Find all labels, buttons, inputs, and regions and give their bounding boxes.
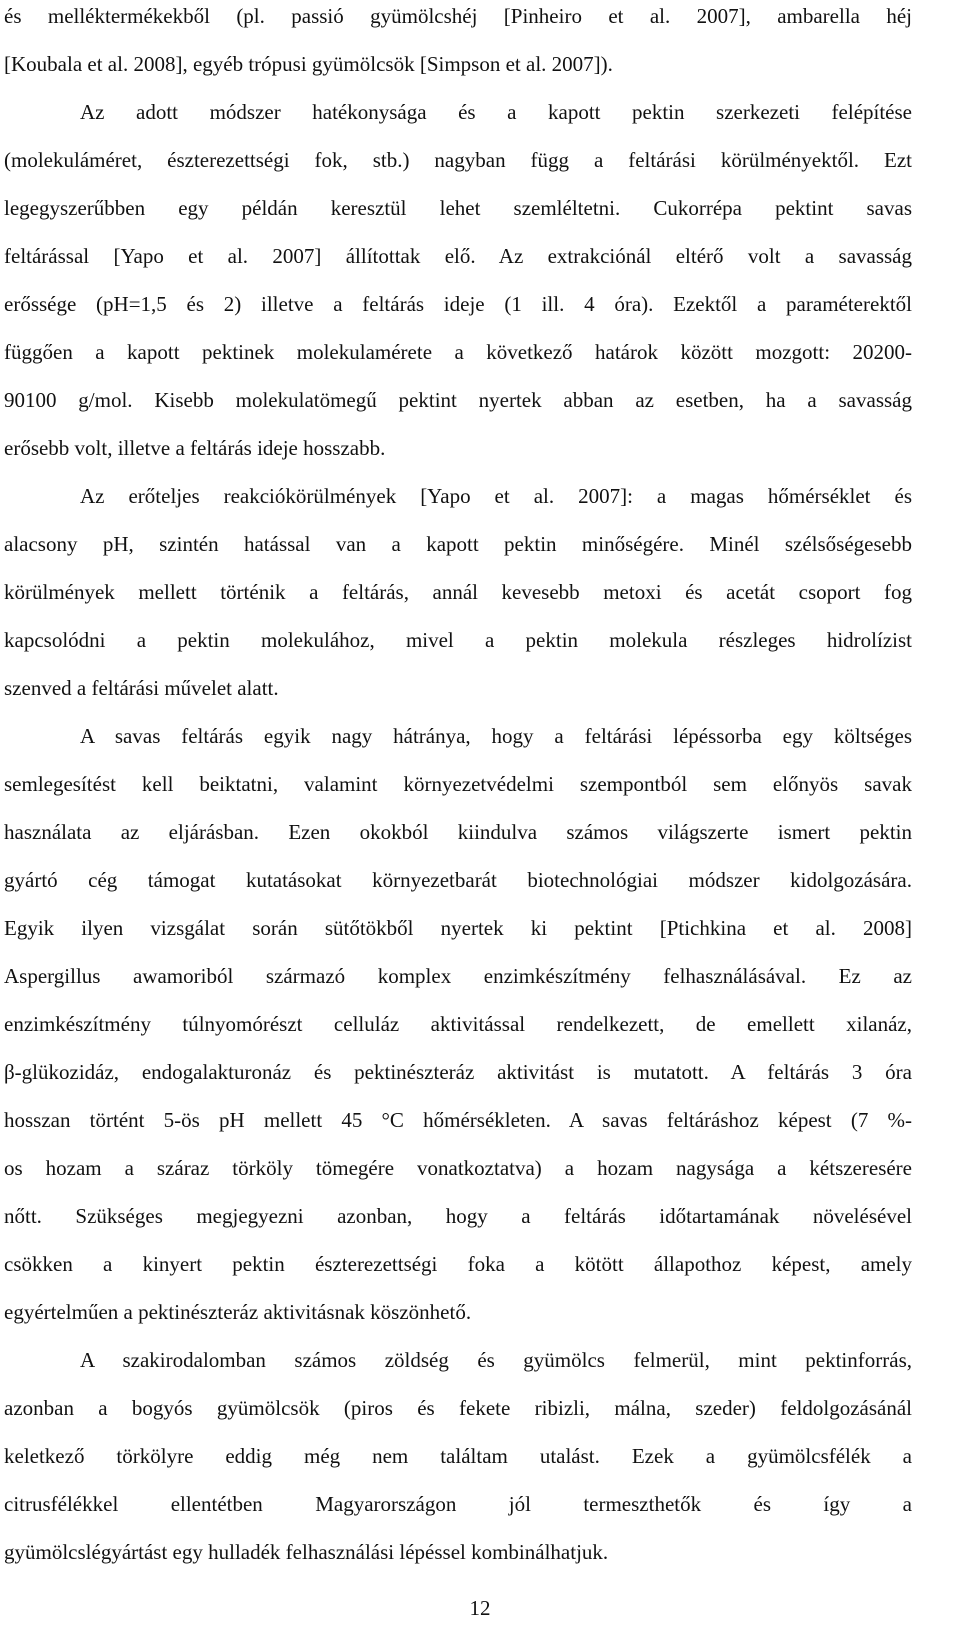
text-line: Aspergillus awamoriból származó komplex enzimkészítmény felhasználásával. Ez az — [4, 964, 912, 988]
page-number: 12 — [469, 1596, 491, 1620]
text-line: azonban a bogyós gyümölcsök (piros és fekete ribizli, málna, szeder) feldolgozásánál — [4, 1396, 912, 1420]
text-line: semlegesítést kell beiktatni, valamint környezetvédelmi szempontból sem előnyös savak — [4, 772, 912, 796]
text-line: hosszan történt 5-ös pH mellett 45 °C hőmérsékleten. A savas feltáráshoz képest (7 %- — [4, 1108, 912, 1132]
text-line: gyümölcslégyártást egy hulladék felhasználási lépéssel kombinálhatjuk. — [4, 1540, 609, 1564]
text-line: Az adott módszer hatékonysága és a kapott pektin szerkezeti felépítése — [80, 100, 912, 124]
text-line: kapcsolódni a pektin molekulához, mivel a pektin molekula részleges hidrolízist — [4, 628, 912, 652]
text-line: függően a kapott pektinek molekulamérete a következő határok között mozgott: 20200- — [4, 340, 912, 364]
text-line: os hozam a száraz törköly tömegére vonatkoztatva) a hozam nagysága a kétszeresére — [4, 1156, 912, 1180]
text-line: és melléktermékekből (pl. passió gyümölcshéj [Pinheiro et al. 2007], ambarella héj — [4, 4, 912, 28]
text-line: β-glükozidáz, endogalakturonáz és pektinészteráz aktivitást is mutatott. A feltárás 3 óra — [4, 1060, 912, 1084]
text-line: [Koubala et al. 2008], egyéb trópusi gyümölcsök [Simpson et al. 2007]). — [4, 52, 613, 76]
text-line: gyártó cég támogat kutatásokat környezetbarát biotechnológiai módszer kidolgozására. — [4, 868, 912, 892]
text-line: A savas feltárás egyik nagy hátránya, hogy a feltárási lépéssorba egy költséges — [80, 724, 912, 748]
text-line: egyértelműen a pektinészteráz aktivitásnak köszönhető. — [4, 1300, 472, 1324]
text-line: erőssége (pH=1,5 és 2) illetve a feltárás ideje (1 ill. 4 óra). Ezektől a paraméterektől — [4, 292, 912, 316]
text-line: (molekuláméret, észterezettségi fok, stb.) nagyban függ a feltárási körülményektől. Ezt — [4, 148, 912, 172]
text-line: alacsony pH, szintén hatással van a kapott pektin minőségére. Minél szélsőségesebb — [4, 532, 912, 556]
text-line: nőtt. Szükséges megjegyezni azonban, hogy a feltárás időtartamának növelésével — [4, 1204, 912, 1228]
text-line: Egyik ilyen vizsgálat során sütőtökből nyertek ki pektint [Ptichkina et al. 2008] — [4, 916, 912, 940]
text-line: körülmények mellett történik a feltárás, annál kevesebb metoxi és acetát csoport fog — [4, 580, 912, 604]
text-line: citrusfélékkel ellentétben Magyarországon jól termeszthetők és így a — [4, 1492, 912, 1516]
text-line: A szakirodalomban számos zöldség és gyümölcs felmerül, mint pektinforrás, — [80, 1348, 912, 1372]
text-line: erősebb volt, illetve a feltárás ideje hosszabb. — [4, 436, 386, 460]
text-line: feltárással [Yapo et al. 2007] állítottak elő. Az extrakciónál eltérő volt a savasság — [4, 244, 912, 268]
text-line: Az erőteljes reakciókörülmények [Yapo et al. 2007]: a magas hőmérséklet és — [80, 484, 912, 508]
text-line: használata az eljárásban. Ezen okokból kiindulva számos világszerte ismert pektin — [4, 820, 912, 844]
text-line: legegyszerűbben egy példán keresztül lehet szemléltetni. Cukorrépa pektint savas — [4, 196, 912, 220]
text-line: keletkező törkölyre eddig még nem találtam utalást. Ezek a gyümölcsfélék a — [4, 1444, 912, 1468]
text-line: enzimkészítmény túlnyomórészt celluláz aktivitással rendelkezett, de emellett xilanáz, — [4, 1012, 912, 1036]
text-line: szenved a feltárási művelet alatt. — [4, 676, 279, 700]
text-line: csökken a kinyert pektin észterezettségi foka a kötött állapothoz képest, amely — [4, 1252, 912, 1276]
text-line: 90100 g/mol. Kisebb molekulatömegű pektint nyertek abban az esetben, ha a savasság — [4, 388, 912, 412]
